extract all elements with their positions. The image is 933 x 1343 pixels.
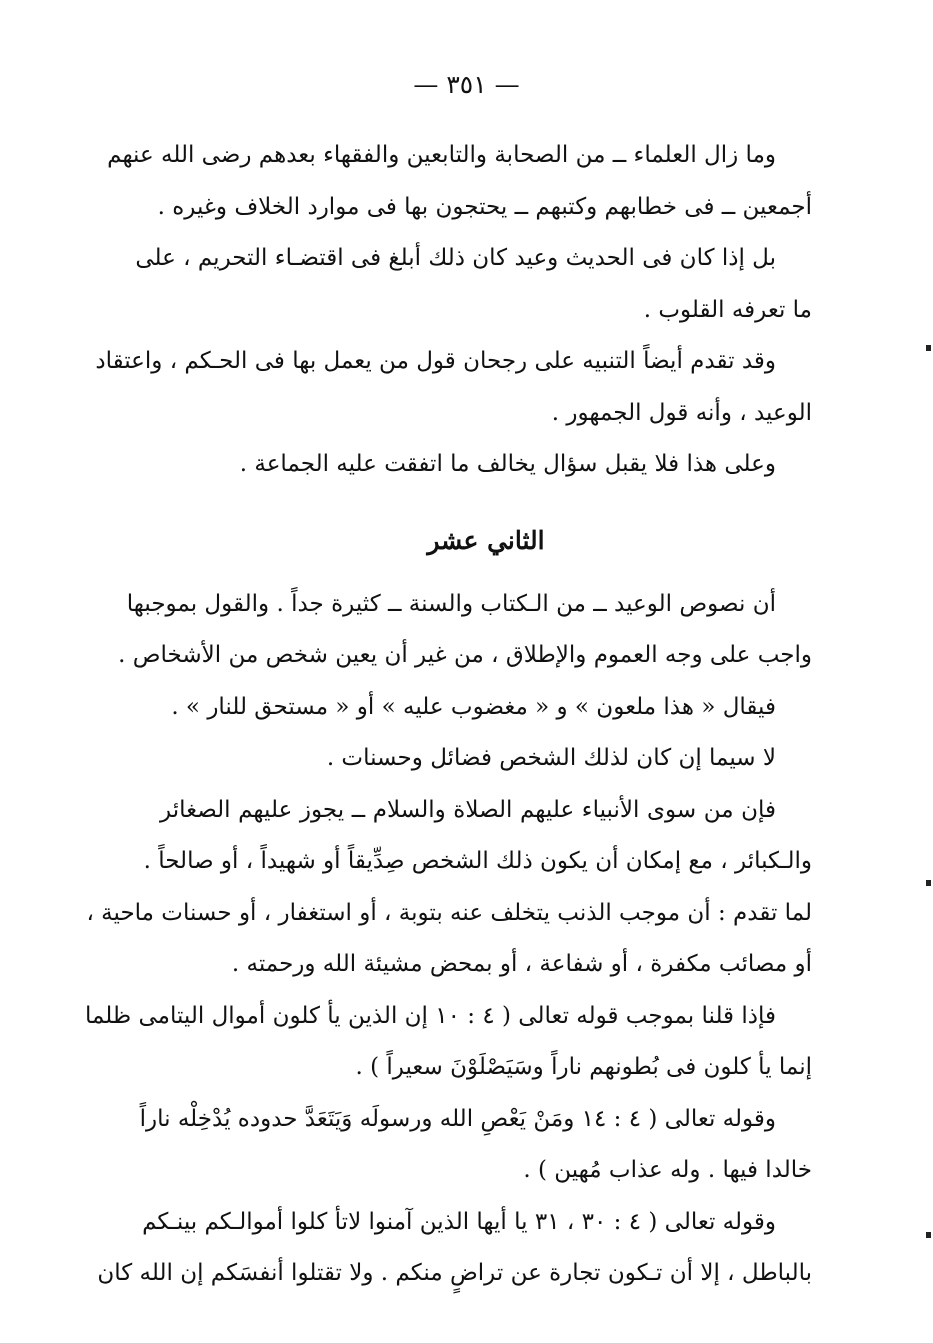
paragraph [160,439,812,491]
paragraph [86,785,812,991]
text-line: لما تقدم : أن موجب الذنب يتخلف عنه بتوبة ، أو استغفار ، أو حسنات ماحية ، [86,899,812,926]
paragraph [107,130,812,233]
text-line: أن نصوص الوعيد ــ من الـكتاب والسنة ــ كثيرة جداً . والقول بموجبها [126,590,776,617]
text-line: لا سيما إن كان لذلك الشخص فضائل وحسنات . [326,745,776,771]
scan-speck [926,345,931,351]
text-line: الوعيد ، وأنه قول الجمهور . [551,399,812,426]
paragraph [160,682,812,734]
text-line: وقوله تعالى ( ٤ : ٣٠ ، ٣١ يا أيها الذين آمنوا لاتأ كلوا أموالـكم بينـكم [142,1208,776,1235]
paragraph [139,1094,812,1197]
page-body [84,130,812,1300]
text-line: والـكبائر ، مع إمكان أن يكون ذلك الشخص صِدِّيقاً أو شهيداً ، أو صالحاً . [143,848,812,874]
text-line: إنما يأ كلون فى بُطونهم ناراً وسَيَصْلَوْنَ سعيراً ) . [355,1054,812,1080]
scan-speck [926,1232,931,1238]
paragraph [97,1197,812,1300]
text-line: واجب على وجه العموم والإطلاق ، من غير أن يعين شخص من الأشخاص . [118,642,812,668]
text-line: وقوله تعالى ( ٤ : ١٤ ومَنْ يَعْصِ الله ورسولَه وَيَتَعَدَّ حدوده يُدْخِلْه ناراً [139,1105,776,1132]
text-line: وما زال العلماء ــ من الصحابة والتابعين والفقهاء بعدهم رضى الله عنهم [107,142,776,168]
page-number: — ٣٥١ — [413,70,520,99]
text-line: فإذا قلنا بموجب قوله تعالى ( ٤ : ١٠ إن الذين يأ كلون أموال اليتامى ظلما [84,1002,776,1029]
paragraph [84,991,812,1094]
text-line: فإن من سوى الأنبياء عليهم الصلاة والسلام ــ يجوز عليهم الصغائر [160,796,776,823]
text-line: أجمعين ــ فى خطابهم وكتبهم ــ يحتجون بها فى موارد الخلاف وغيره . [157,193,812,220]
text-line: بالباطل ، إلا أن تـكون تجارة عن تراضٍ منكم . ولا تقتلوا أنفسَكم إن الله كان [97,1260,812,1286]
text-line: بل إذا كان فى الحديث وعيد كان ذلك أبلغ فى اقتضـاء التحريم ، على [135,245,776,271]
paragraph [160,733,812,785]
text-line: فيقال « هذا ملعون » و « مغضوب عليه » أو « مستحق للنار » . [171,693,776,720]
paragraph [95,336,812,439]
scan-speck [926,880,931,886]
paragraph [135,233,812,336]
text-line: وقد تقدم أيضاً التنبيه على رجحان قول من يعمل بها فى الحـكم ، واعتقاد [95,348,776,374]
text-line: وعلى هذا فلا يقبل سؤال يخالف ما اتفقت عليه الجماعة . [239,451,776,477]
paragraph [118,579,812,682]
text-line: ما تعرفه القلوب . [643,296,812,323]
text-line: أو مصائب مكفرة ، أو شفاعة ، أو بمحض مشيئة الله ورحمته . [231,951,812,977]
section-heading: الثاني عشر [427,525,545,555]
text-line: خالدا فيها . وله عذاب مُهين ) . [523,1157,812,1183]
